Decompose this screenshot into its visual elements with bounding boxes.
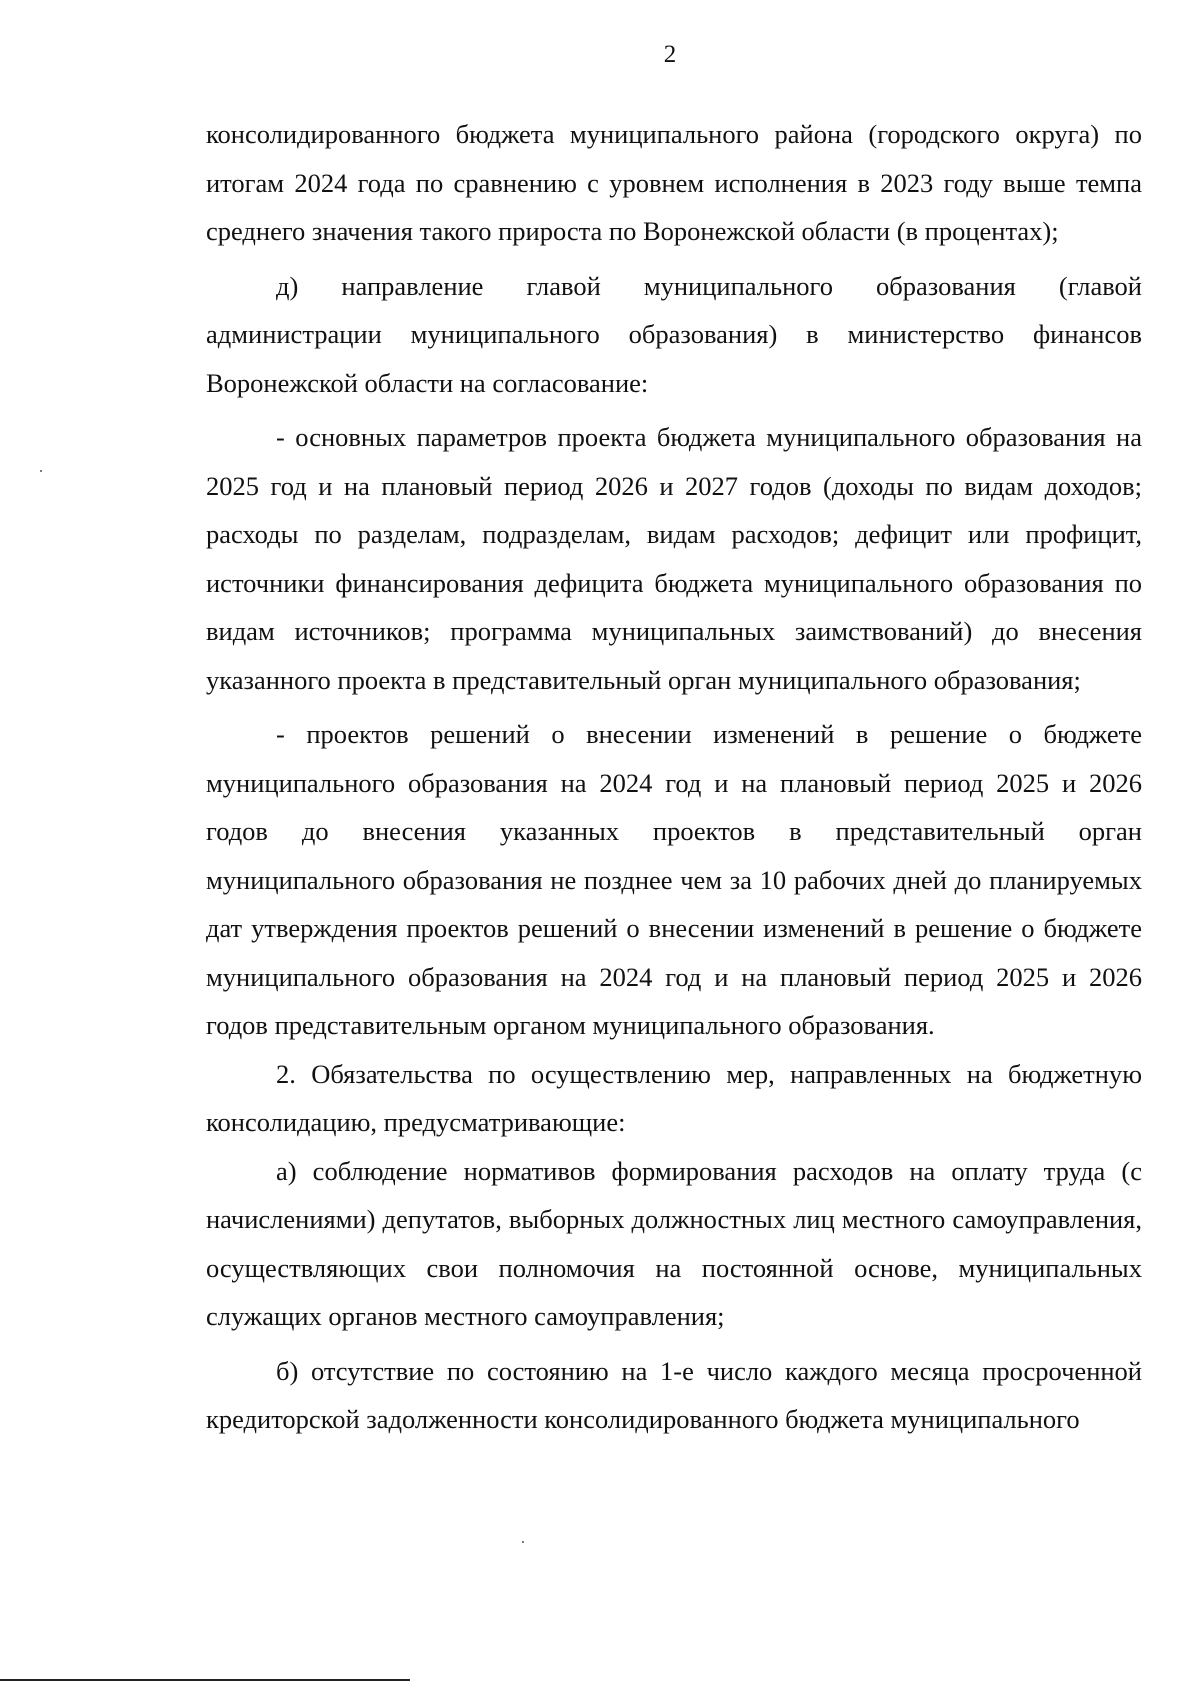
footer-rule bbox=[0, 1679, 410, 1681]
document-body bbox=[206, 110, 1142, 1444]
paragraph-continuation: консолидированного бюджета муниципального района (городского округа) по итогам 2024 года по сравнению с уровнем исполнения в 2023 году выше темпа среднего значения такого прироста по Воронежской области (в процентах); bbox=[206, 119, 1142, 246]
paragraph-item-d: д) направление главой муниципального образования (главой администрации муниципального образования) в министерство финансов Воронежской области на согласование: bbox=[206, 270, 1142, 398]
scan-mark bbox=[522, 1541, 524, 1543]
paragraph-item-b: б) отсутствие по состоянию на 1-е число каждого месяца просроченной кредиторской задолженности консолидированного бюджета муниципального bbox=[206, 1355, 1142, 1434]
paragraph-bullet-budget-parameters: - основных параметров проекта бюджета муниципального образования на 2025 год и на плановый период 2026 и 2027 годов (доходы по видам доходов; расходы по разделам, подразделам, видам расходов; дефицит или профицит, источники финансирования дефицита бюджета муниципального образования по видам источников; программа муниципальных заимствований) до внесения указанного проекта в представительный орган муниципального образования; bbox=[206, 422, 1142, 695]
paragraph-bullet-budget-amendments: - проектов решений о внесении изменений в решение о бюджете муниципального образования на 2024 год и на плановый период 2025 и 2026 годов до внесения указанных проектов в представительный орган муниципального образования не позднее чем за 10 рабочих дней до планируемых дат утверждения проектов решений о внесении изменений в решение о бюджете муниципального образования на 2024 год и на плановый период 2025 и 2026 годов представительным органом муниципального образования. bbox=[206, 719, 1142, 1040]
scan-mark bbox=[40, 470, 42, 472]
page-number: 2 bbox=[663, 41, 677, 68]
paragraph-section-2: 2. Обязательства по осуществлению мер, направленных на бюджетную консолидацию, предусматривающие: bbox=[206, 1058, 1142, 1137]
paragraph-item-a: а) соблюдение нормативов формирования расходов на оплату труда (с начислениями) депутатов, выборных должностных лиц местного самоуправления, осуществляющих свои полномочия на постоянной основе, муниципальных служащих органов местного самоуправления; bbox=[206, 1155, 1142, 1331]
